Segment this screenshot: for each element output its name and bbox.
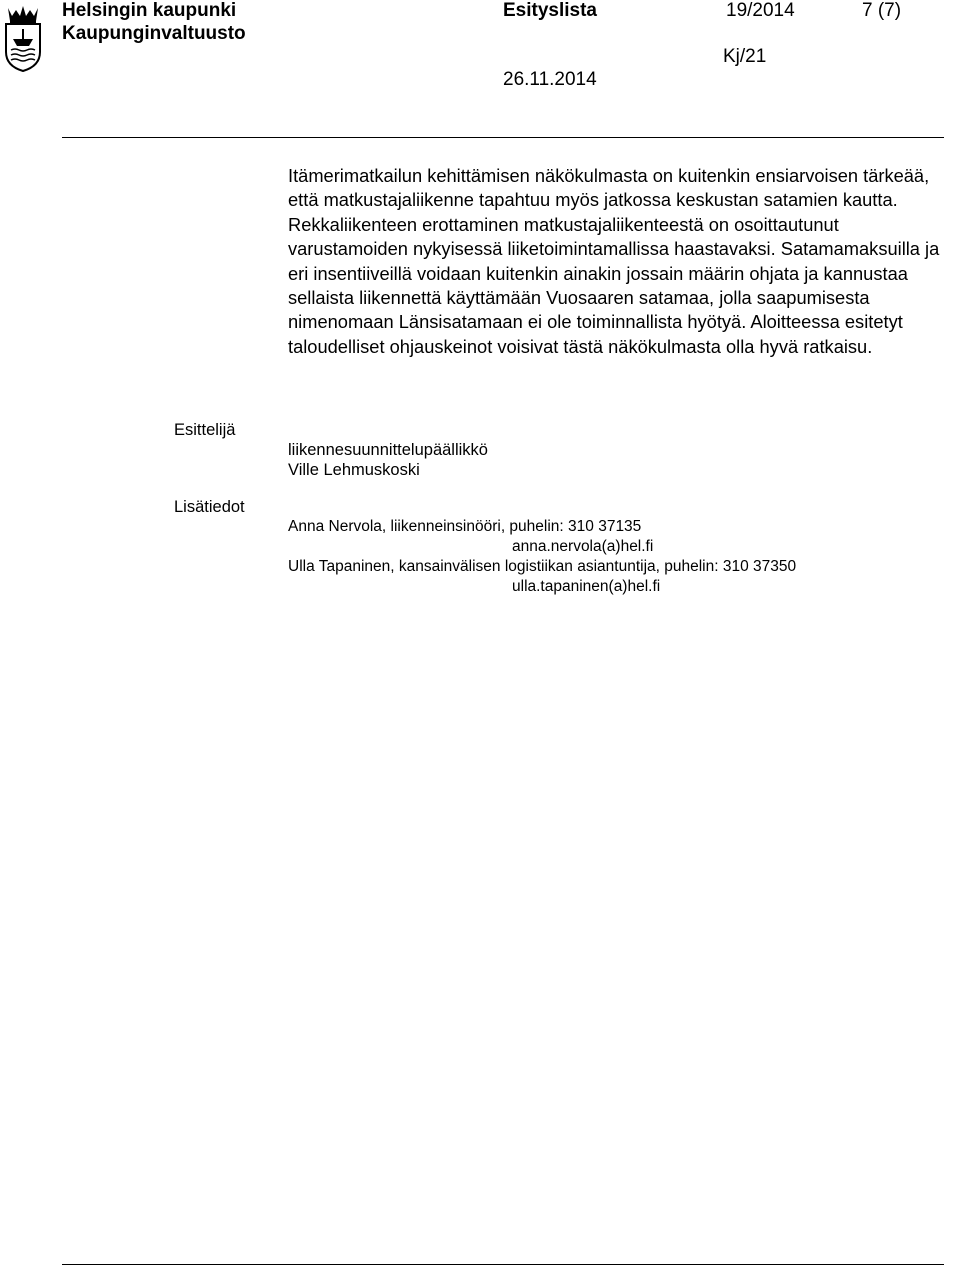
presenter-name: Ville Lehmuskoski	[288, 461, 420, 479]
footer-rule	[62, 1264, 944, 1265]
contact-email[interactable]: anna.nervola(a)hel.fi	[512, 538, 654, 555]
contact-email[interactable]: ulla.tapaninen(a)hel.fi	[512, 578, 661, 595]
presenter-label: Esittelijä	[174, 421, 236, 439]
page-number: 7 (7)	[862, 0, 902, 21]
meeting-date: 26.11.2014	[503, 69, 597, 90]
info-label: Lisätiedot	[174, 498, 245, 516]
header-rule	[62, 137, 944, 138]
contact-line: Ulla Tapaninen, kansainvälisen logistiikan asiantuntija, puhelin: 310 37350	[288, 558, 797, 575]
contact-line: Anna Nervola, liikenneinsinööri, puhelin: 310 37135	[288, 518, 642, 535]
body-paragraph: Itämerimatkailun kehittämisen näkökulmasta on kuitenkin ensiarvoisen tärkeää, että matkustajaliikenne tapahtuu myös jatkossa keskustan satamien kautta. Rekkaliikenteen erottaminen matkustajaliikenteestä on osoittautunut varustamoiden nykyisessä liiketoimintamallissa haastavaksi. Satamamaksuilla ja eri insentiiveillä voidaan kuitenkin ainakin jossain määrin ohjata ja kannustaa sellaista liikennettä käyttämään Vuosaaren satamaa, jolla saapumisesta nimenomaan Länsisatamaan ei ole toiminnallista hyötyä. Aloitteessa esitetyt taloudelliset ohjauskeinot voisivat tästä näkökulmasta olla hyvä ratkaisu.	[288, 165, 940, 357]
helsinki-crest-logo	[2, 2, 44, 72]
doc-number: 19/2014	[726, 0, 795, 21]
section-code: Kj/21	[723, 46, 767, 67]
body-name: Kaupunginvaltuusto	[62, 23, 246, 44]
doc-type: Esityslista	[503, 0, 597, 21]
presenter-title: liikennesuunnittelupäällikkö	[288, 441, 488, 459]
org-name: Helsingin kaupunki	[62, 0, 237, 21]
